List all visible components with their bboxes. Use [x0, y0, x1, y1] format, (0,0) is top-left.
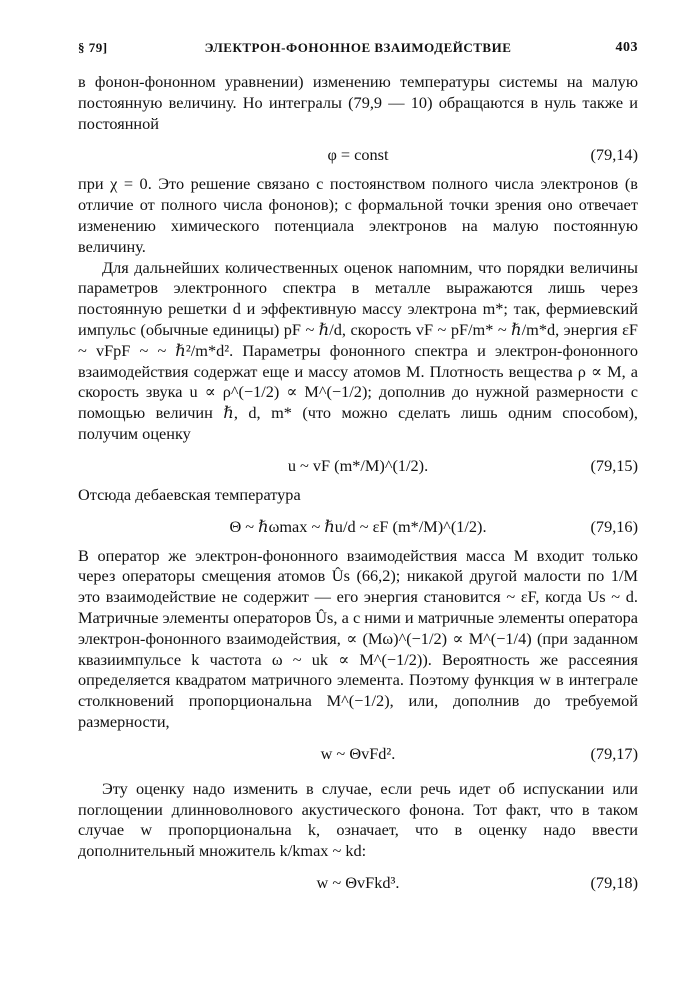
paragraph-3: Для дальнейших количественных оценок напомним, что порядки величины параметров электронного спектра в металле выражаются лишь через постоянную решетки d и эффективную массу электрона m*; так, фермиевский импульс (обычные единицы) pF ~ ℏ/d, скорость vF ~ pF/m* ~ ℏ/m*d, энергия εF ~ vFpF ~ ~ ℏ²/m*d². Параметры фононного спектра и электрон-фононного взаимодействия содержат еще и массу атомов M. Плотность вещества ρ ∝ M, а скорость звука u ∝ ρ^(−1/2) ∝ M^(−1/2); дополнив до нужной размерности с помощью величин ℏ, d, m* (что можно сделать лишь одним способом), получим оценку — [78, 257, 638, 443]
equation-number: (79,14) — [590, 145, 638, 165]
page-number: 403 — [615, 40, 638, 55]
equation-number: (79,16) — [590, 516, 638, 536]
paragraph-4: Отсюда дебаевская температура — [78, 484, 301, 504]
equation-formula: φ = const — [327, 145, 389, 165]
page-body — [78, 72, 638, 902]
equation-79-14 — [78, 142, 638, 168]
running-header — [78, 40, 638, 60]
equation-number: (79,17) — [590, 743, 638, 763]
equation-number: (79,18) — [590, 872, 638, 892]
equation-formula: Θ ~ ℏωmax ~ ℏu/d ~ εF (m*/M)^(1/2). — [229, 516, 487, 536]
running-title: ЭЛЕКТРОН-ФОНОННОЕ ВЗАИМОДЕЙСТВИЕ — [204, 40, 512, 55]
equation-79-17 — [78, 741, 638, 767]
equation-formula: w ~ ΘvFd². — [320, 743, 396, 763]
equation-79-15 — [78, 453, 638, 479]
equation-formula: w ~ ΘvFkd³. — [316, 872, 400, 892]
paragraph-1: в фонон-фононном уравнении) изменению температуры системы на малую постоянную величину. Но интегралы (79,9 — 10) обращаются в нуль также и постоянной — [78, 72, 638, 133]
equation-79-16 — [78, 514, 638, 540]
paragraph-5: В оператор же электрон-фононного взаимодействия масса M входит только через операторы смещения атомов Ûs (66,2); никакой другой малости по 1/M это взаимодействие не содержит — его энергия становится ~ εF, когда Us ~ d. Матричные элементы операторов Ûs, а с ними и матричные элементы оператора электрон-фононного взаимодействия, ∝ (Mω)^(−1/2) ∝ M^(−1/4) (при заданном квазиимпульсе k частота ω ~ uk ∝ M^(−1/2)). Вероятность же рассеяния определяется квадратом матричного элемента. Поэтому функция w в интеграле столкновений пропорциональна M^(−1/2), или, дополнив до требуемой размерности, — [78, 545, 638, 731]
equation-formula: u ~ vF (m*/M)^(1/2). — [287, 455, 429, 475]
paragraph-2: при χ = 0. Это решение связано с постоянством полного числа электронов (в отличие от полного числа фононов); с формальной точки зрения оно отвечает изменению химического потенциала электронов на малую постоянную величину. — [78, 174, 638, 256]
equation-79-18 — [78, 870, 638, 896]
paragraph-6: Эту оценку надо изменить в случае, если речь идет об испускании или поглощении длинноволнового акустического фонона. Тот факт, что в таком случае w пропорциональна k, означает, что в оценку надо ввести дополнительный множитель k/kmax ~ kd: — [78, 778, 638, 861]
equation-number: (79,15) — [590, 455, 638, 475]
section-reference: § 79] — [78, 40, 108, 55]
